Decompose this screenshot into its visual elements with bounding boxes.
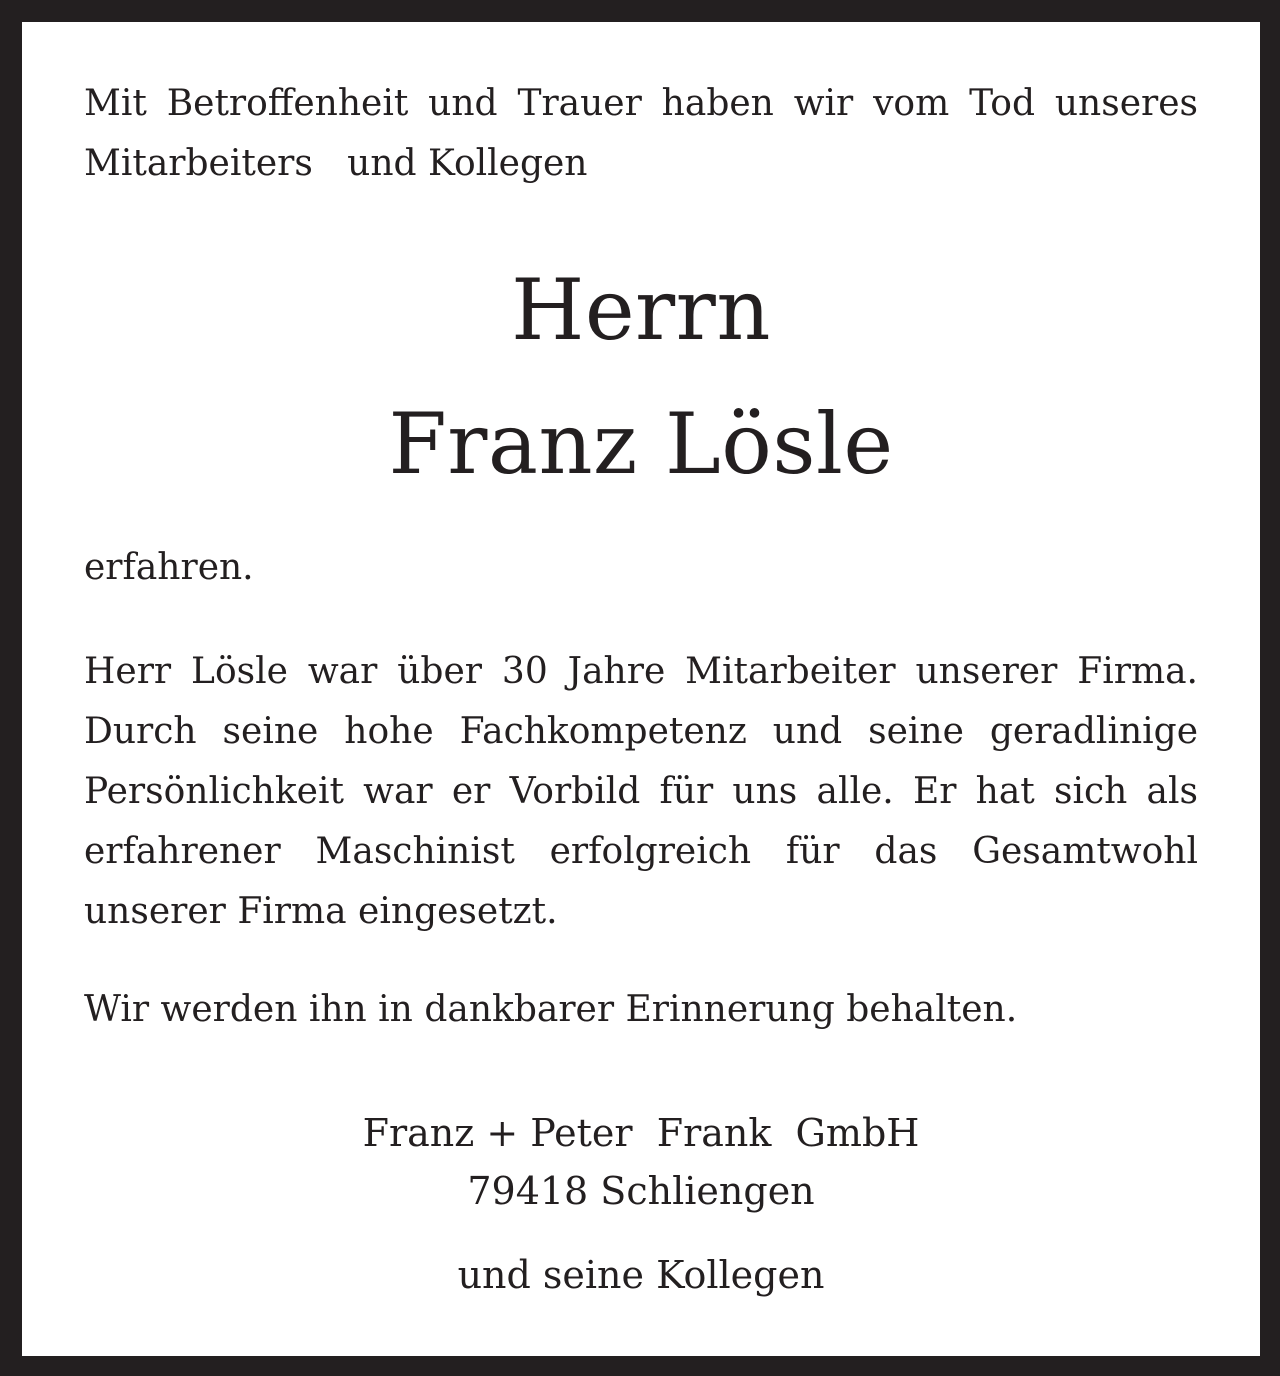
intro-text: Mit Betroffenheit und Trauer haben wir vom Tod unseres Mitarbeiters und Kollegen [84, 83, 1198, 184]
colleagues-signature: und seine Kollegen [457, 1253, 825, 1297]
obituary-notice [22, 22, 1260, 1356]
company-city: 79418 Schliengen [467, 1169, 815, 1213]
closing-text: Wir werden ihn in dankbarer Erinnerung behalten. [84, 989, 1018, 1030]
deceased-name: Franz Lösle [388, 395, 894, 493]
deceased-salutation: Herrn [511, 261, 771, 359]
company-name: Franz + Peter Frank GmbH [362, 1111, 920, 1155]
erfahren-text: erfahren. [84, 547, 254, 588]
tribute-text: Herr Lösle war über 30 Jahre Mitarbeiter unserer Firma. Durch seine hohe Fachkompetenz und seine geradlinige Persönlichkeit war er Vorbild für uns alle. Er hat sich als erfahrener Maschinist erfolgreich für das Gesamtwohl unserer Firma eingesetzt. [84, 651, 1198, 932]
